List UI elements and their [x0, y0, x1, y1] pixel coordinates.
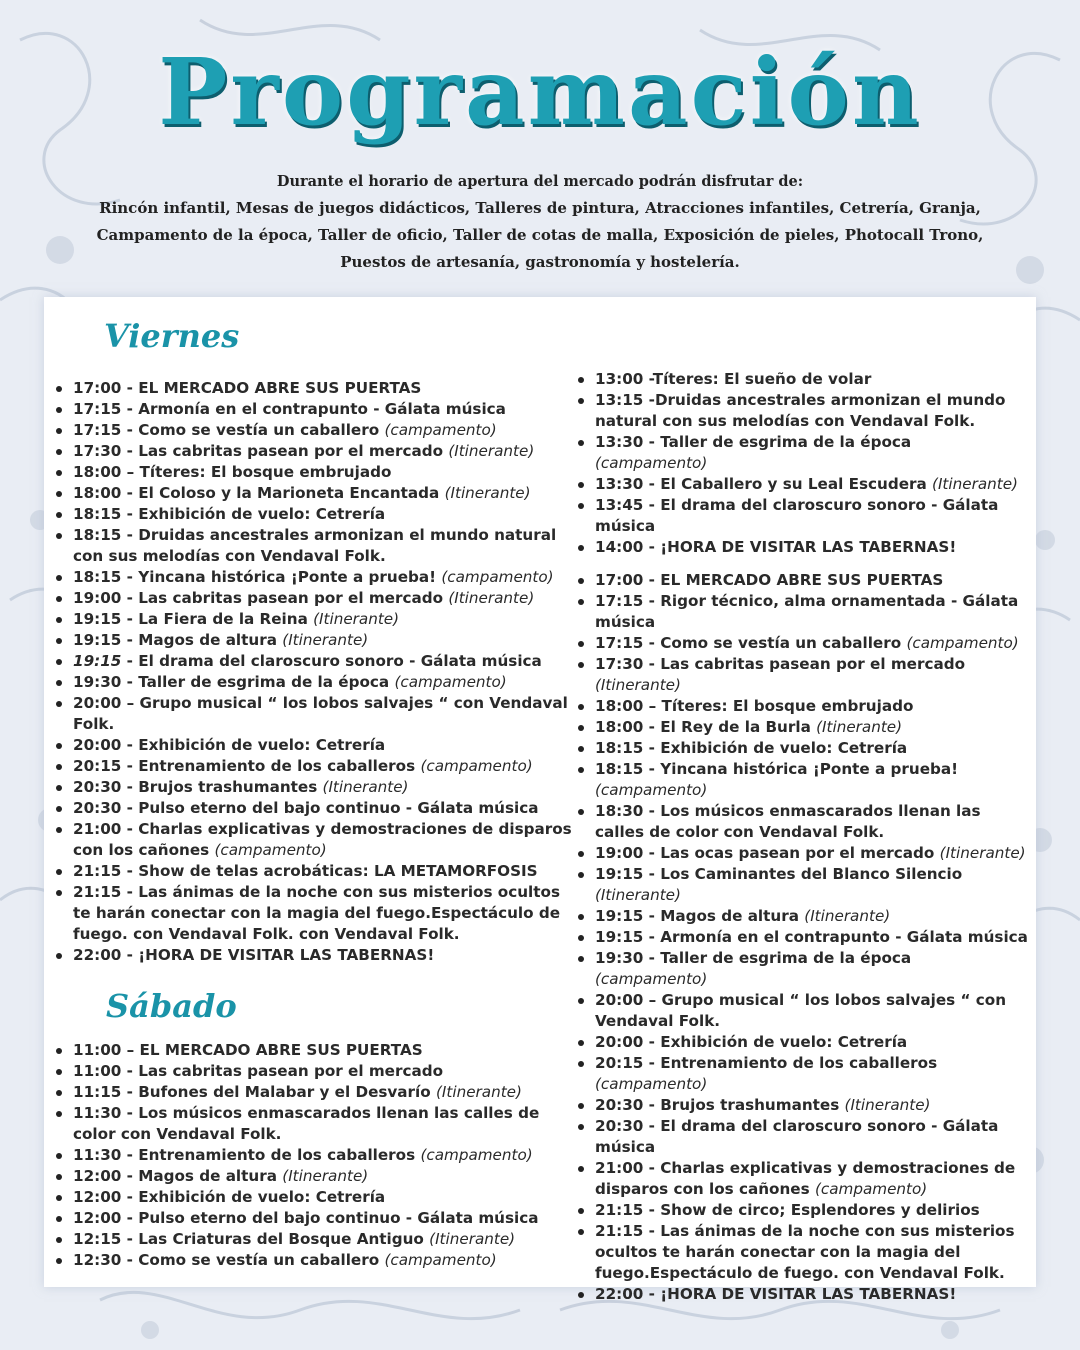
- event-time: 21:15: [73, 883, 122, 901]
- event-note: (campamento): [595, 781, 708, 799]
- event-item: 19:00 - Las ocas pasean por el mercado (Itinerante): [576, 843, 1028, 864]
- event-title: Entrenamiento de los caballeros: [660, 1054, 938, 1072]
- event-time: 18:15: [595, 739, 644, 757]
- event-time: 19:15: [73, 631, 122, 649]
- event-note: (Itinerante): [313, 610, 400, 628]
- heading-sabado: Sábado: [106, 987, 237, 1025]
- event-time: 21:00: [73, 820, 122, 838]
- event-time: 18:15: [595, 760, 644, 778]
- event-time: 19:00: [73, 589, 122, 607]
- event-title: El drama del claroscuro sonoro - Gálata música: [595, 1117, 999, 1156]
- event-note: (campamento): [906, 634, 1019, 652]
- event-item: 17:15 - Armonía en el contrapunto - Gálata música: [54, 399, 574, 420]
- event-title: Druidas ancestrales armonizan el mundo natural con sus melodías con Vendaval Folk.: [595, 391, 1006, 430]
- event-note: (Itinerante): [448, 442, 535, 460]
- event-item: 18:00 - El Coloso y la Marioneta Encantada (Itinerante): [54, 483, 574, 504]
- event-time: 17:15: [595, 634, 644, 652]
- event-note: (Itinerante): [282, 1167, 369, 1185]
- event-title: Magos de altura: [138, 631, 277, 649]
- event-time: 19:30: [595, 949, 644, 967]
- event-time: 19:30: [73, 673, 122, 691]
- event-title: Como se vestía un caballero: [138, 1251, 380, 1269]
- event-title: ¡HORA DE VISITAR LAS TABERNAS!: [138, 946, 435, 964]
- event-item: 19:30 - Taller de esgrima de la época (campamento): [576, 948, 1028, 990]
- event-title: Los Caminantes del Blanco Silencio: [660, 865, 963, 883]
- event-title: Exhibición de vuelo: Cetrería: [660, 739, 908, 757]
- event-item: 17:15 - Como se vestía un caballero (campamento): [576, 633, 1028, 654]
- event-title: Las ánimas de la noche con sus misterios ocultos te harán conectar con la magia del fuego.Espectáculo de fuego. con Vendaval Folk.: [595, 1222, 1015, 1282]
- event-time: 13:30: [595, 433, 644, 451]
- event-title: EL MERCADO ABRE SUS PUERTAS: [139, 1041, 423, 1059]
- event-item: 17:30 - Las cabritas pasean por el mercado (Itinerante): [576, 654, 1028, 696]
- event-title: Como se vestía un caballero: [660, 634, 902, 652]
- event-item: 12:15 - Las Criaturas del Bosque Antiguo (Itinerante): [54, 1229, 574, 1250]
- event-time: 22:00: [73, 946, 122, 964]
- event-title: ¡HORA DE VISITAR LAS TABERNAS!: [660, 538, 957, 556]
- event-item: 18:00 – Títeres: El bosque embrujado: [54, 462, 574, 483]
- event-title: Taller de esgrima de la época: [138, 673, 390, 691]
- intro-line-1: Rincón infantil, Mesas de juegos didácticos, Talleres de pintura, Atracciones infantiles, Cetrería, Granja,: [99, 199, 981, 217]
- intro-block: [30, 168, 1050, 276]
- event-title: Taller de esgrima de la época: [660, 433, 912, 451]
- event-title: El Rey de la Burla: [660, 718, 811, 736]
- event-title: Rigor técnico, alma ornamentada - Gálata música: [595, 592, 1019, 631]
- event-title: Los músicos enmascarados llenan las calles de color con Vendaval Folk.: [73, 1104, 540, 1143]
- event-item: 12:00 - Exhibición de vuelo: Cetrería: [54, 1187, 574, 1208]
- event-title: Magos de altura: [660, 907, 799, 925]
- event-title: Títeres: El bosque embrujado: [139, 463, 392, 481]
- event-time: 17:30: [73, 442, 122, 460]
- event-note: (Itinerante): [444, 484, 531, 502]
- event-time: 21:00: [595, 1159, 644, 1177]
- event-title: Grupo musical “ los lobos salvajes “ con Vendaval Folk.: [73, 694, 568, 733]
- event-time: 19:15: [595, 907, 644, 925]
- event-time: 19:15: [595, 865, 644, 883]
- event-time: 11:00: [73, 1062, 122, 1080]
- event-time: 12:15: [73, 1230, 122, 1248]
- event-note: (Itinerante): [816, 718, 903, 736]
- event-item: 11:00 – EL MERCADO ABRE SUS PUERTAS: [54, 1040, 574, 1061]
- intro-lead: Durante el horario de apertura del mercado podrán disfrutar de:: [276, 173, 804, 190]
- event-time: 20:30: [73, 799, 122, 817]
- event-note: (Itinerante): [844, 1096, 931, 1114]
- event-time: 12:00: [73, 1167, 122, 1185]
- event-title: Exhibición de vuelo: Cetrería: [138, 1188, 386, 1206]
- event-time: 20:00: [73, 694, 122, 712]
- event-item: 13:45 - El drama del claroscuro sonoro - Gálata música: [576, 495, 1028, 537]
- event-title: Las ocas pasean por el mercado: [660, 844, 935, 862]
- event-title: Brujos trashumantes: [660, 1096, 840, 1114]
- event-item: 21:00 - Charlas explicativas y demostraciones de disparos con los cañones (campamento): [576, 1158, 1028, 1200]
- event-note: (campamento): [595, 454, 708, 472]
- event-time: 12:00: [73, 1188, 122, 1206]
- viernes-event-list: [54, 378, 574, 966]
- event-note: (Itinerante): [939, 844, 1026, 862]
- event-item: 13:15 -Druidas ancestrales armonizan el mundo natural con sus melodías con Vendaval Folk.: [576, 390, 1028, 432]
- event-item: 17:30 - Las cabritas pasean por el mercado (Itinerante): [54, 441, 574, 462]
- event-title: Pulso eterno del bajo continuo - Gálata música: [138, 1209, 539, 1227]
- event-title: Show de telas acrobáticas: LA METAMORFOSIS: [138, 862, 538, 880]
- event-item: 21:15 - Las ánimas de la noche con sus misterios ocultos te harán conectar con la magia del fuego.Espectáculo de fuego. con Vendaval Folk. con Vendaval Folk.: [54, 882, 574, 945]
- event-time: 17:00: [73, 379, 122, 397]
- event-note: (Itinerante): [436, 1083, 522, 1101]
- event-title: Show de circo; Esplendores y delirios: [660, 1201, 980, 1219]
- event-note: (campamento): [420, 757, 533, 775]
- event-time: 20:00: [595, 991, 644, 1009]
- event-item: 18:15 - Exhibición de vuelo: Cetrería: [576, 738, 1028, 759]
- event-item: 18:30 - Los músicos enmascarados llenan las calles de color con Vendaval Folk.: [576, 801, 1028, 843]
- event-item: 17:15 - Rigor técnico, alma ornamentada - Gálata música: [576, 591, 1028, 633]
- event-item: 19:15 - Armonía en el contrapunto - Gálata música: [576, 927, 1028, 948]
- event-time: 18:15: [73, 568, 122, 586]
- event-item: 13:30 - Taller de esgrima de la época (campamento): [576, 432, 1028, 474]
- event-time: 17:15: [73, 400, 122, 418]
- event-item: 18:00 – Títeres: El bosque embrujado: [576, 696, 1028, 717]
- event-title: El drama del claroscuro sonoro - Gálata música: [138, 652, 542, 670]
- event-item: 20:00 - Exhibición de vuelo: Cetrería: [576, 1032, 1028, 1053]
- event-time: 18:00: [73, 463, 122, 481]
- heading-viernes: Viernes: [104, 317, 240, 355]
- event-title: Pulso eterno del bajo continuo - Gálata música: [138, 799, 539, 817]
- event-title: Como se vestía un caballero: [138, 421, 380, 439]
- event-note: (Itinerante): [804, 907, 891, 925]
- event-item: 19:15 - Magos de altura (Itinerante): [576, 906, 1028, 927]
- event-item: 19:15 - El drama del claroscuro sonoro - Gálata música: [54, 651, 574, 672]
- event-note: (campamento): [595, 970, 708, 988]
- event-time: 11:15: [73, 1083, 122, 1101]
- event-note: (campamento): [384, 1251, 497, 1269]
- event-item: 18:15 - Yincana histórica ¡Ponte a prueba! (campamento): [576, 759, 1028, 801]
- event-item: 20:15 - Entrenamiento de los caballeros (campamento): [576, 1053, 1028, 1095]
- event-time: 13:30: [595, 475, 644, 493]
- right-column-event-list: [576, 369, 1028, 1305]
- event-note: (Itinerante): [448, 589, 535, 607]
- event-item: 20:00 - Exhibición de vuelo: Cetrería: [54, 735, 574, 756]
- event-item: 17:00 - EL MERCADO ABRE SUS PUERTAS: [54, 378, 574, 399]
- event-title: Yincana histórica ¡Ponte a prueba!: [138, 568, 437, 586]
- event-title: Yincana histórica ¡Ponte a prueba!: [660, 760, 959, 778]
- event-time: 19:15: [595, 928, 644, 946]
- intro-line-3: Puestos de artesanía, gastronomía y hostelería.: [340, 253, 740, 271]
- event-item: 11:30 - Entrenamiento de los caballeros (campamento): [54, 1145, 574, 1166]
- event-note: (campamento): [441, 568, 554, 586]
- event-title: Entrenamiento de los caballeros: [138, 1146, 416, 1164]
- event-time: 13:00: [595, 370, 644, 388]
- event-title: EL MERCADO ABRE SUS PUERTAS: [138, 379, 422, 397]
- event-title: Exhibición de vuelo: Cetrería: [660, 1033, 908, 1051]
- event-title: Armonía en el contrapunto - Gálata música: [660, 928, 1028, 946]
- event-title: Armonía en el contrapunto - Gálata música: [138, 400, 506, 418]
- schedule-card: [44, 297, 1036, 1303]
- event-time: 19:15: [73, 610, 122, 628]
- event-title: Exhibición de vuelo: Cetrería: [138, 505, 386, 523]
- event-title: Títeres: El sueño de volar: [652, 370, 872, 388]
- event-title: Bufones del Malabar y el Desvarío: [138, 1083, 431, 1101]
- event-time: 11:30: [73, 1146, 122, 1164]
- event-time: 19:15: [73, 652, 122, 670]
- event-time: 17:30: [595, 655, 644, 673]
- event-time: 14:00: [595, 538, 644, 556]
- event-title: Las cabritas pasean por el mercado: [660, 655, 966, 673]
- event-time: 18:00: [595, 718, 644, 736]
- event-time: 12:00: [73, 1209, 122, 1227]
- event-note: (campamento): [214, 841, 327, 859]
- event-item: 18:00 - El Rey de la Burla (Itinerante): [576, 717, 1028, 738]
- event-title: La Fiera de la Reina: [138, 610, 308, 628]
- event-item: 11:00 - Las cabritas pasean por el mercado: [54, 1061, 574, 1082]
- event-item: 17:00 - EL MERCADO ABRE SUS PUERTAS: [576, 570, 1028, 591]
- event-note: (campamento): [394, 673, 507, 691]
- event-title: Las Criaturas del Bosque Antiguo: [138, 1230, 424, 1248]
- event-time: 18:15: [73, 526, 122, 544]
- event-title: EL MERCADO ABRE SUS PUERTAS: [660, 571, 944, 589]
- event-note: (campamento): [595, 1075, 708, 1093]
- event-item: 14:00 - ¡HORA DE VISITAR LAS TABERNAS!: [576, 537, 1028, 558]
- event-title: Grupo musical “ los lobos salvajes “ con Vendaval Folk.: [595, 991, 1007, 1030]
- event-item: 22:00 - ¡HORA DE VISITAR LAS TABERNAS!: [54, 945, 574, 966]
- event-title: Títeres: El bosque embrujado: [661, 697, 914, 715]
- sabado-event-list: [54, 1040, 574, 1271]
- event-item: 20:30 - Brujos trashumantes (Itinerante): [54, 777, 574, 798]
- event-time: 18:00: [73, 484, 122, 502]
- event-time: 11:00: [73, 1041, 122, 1059]
- event-item: 20:00 – Grupo musical “ los lobos salvajes “ con Vendaval Folk.: [576, 990, 1028, 1032]
- event-note: (Itinerante): [322, 778, 409, 796]
- event-time: 17:15: [73, 421, 122, 439]
- event-item: 20:30 - El drama del claroscuro sonoro - Gálata música: [576, 1116, 1028, 1158]
- event-title: Entrenamiento de los caballeros: [138, 757, 416, 775]
- event-note: (Itinerante): [595, 676, 681, 694]
- event-title: ¡HORA DE VISITAR LAS TABERNAS!: [660, 1285, 957, 1303]
- event-title: Las cabritas pasean por el mercado: [138, 442, 444, 460]
- event-note: (campamento): [384, 421, 497, 439]
- event-title: Magos de altura: [138, 1167, 277, 1185]
- event-item: 20:30 - Pulso eterno del bajo continuo - Gálata música: [54, 798, 574, 819]
- event-time: 11:30: [73, 1104, 122, 1122]
- event-item: 20:15 - Entrenamiento de los caballeros (campamento): [54, 756, 574, 777]
- event-time: 20:15: [595, 1054, 644, 1072]
- event-time: 18:15: [73, 505, 122, 523]
- event-item: 22:00 - ¡HORA DE VISITAR LAS TABERNAS!: [576, 1284, 1028, 1305]
- event-time: 13:15: [595, 391, 644, 409]
- event-time: 21:15: [595, 1222, 644, 1240]
- event-item: 21:00 - Charlas explicativas y demostraciones de disparos con los cañones (campamento): [54, 819, 574, 861]
- event-time: 20:30: [73, 778, 122, 796]
- event-item: 20:30 - Brujos trashumantes (Itinerante): [576, 1095, 1028, 1116]
- event-time: 18:00: [595, 697, 644, 715]
- event-time: 17:15: [595, 592, 644, 610]
- event-note: (Itinerante): [282, 631, 369, 649]
- event-item: 21:15 - Show de telas acrobáticas: LA METAMORFOSIS: [54, 861, 574, 882]
- event-time: 17:00: [595, 571, 644, 589]
- event-item: 12:00 - Magos de altura (Itinerante): [54, 1166, 574, 1187]
- event-title: Brujos trashumantes: [138, 778, 318, 796]
- event-title: Las cabritas pasean por el mercado: [138, 589, 444, 607]
- event-item: 17:15 - Como se vestía un caballero (campamento): [54, 420, 574, 441]
- event-note: (Itinerante): [595, 886, 681, 904]
- event-title: Las cabritas pasean por el mercado: [138, 1062, 444, 1080]
- event-item: 12:30 - Como se vestía un caballero (campamento): [54, 1250, 574, 1271]
- event-title: Druidas ancestrales armonizan el mundo natural con sus melodías con Vendaval Folk.: [73, 526, 557, 565]
- event-item: 13:30 - El Caballero y su Leal Escudera (Itinerante): [576, 474, 1028, 495]
- event-item: 21:15 - Show de circo; Esplendores y delirios: [576, 1200, 1028, 1221]
- event-item: 13:00 -Títeres: El sueño de volar: [576, 369, 1028, 390]
- event-time: 19:00: [595, 844, 644, 862]
- event-item: 18:15 - Exhibición de vuelo: Cetrería: [54, 504, 574, 525]
- event-time: 20:30: [595, 1096, 644, 1114]
- event-item: 21:15 - Las ánimas de la noche con sus misterios ocultos te harán conectar con la magia del fuego.Espectáculo de fuego. con Vendaval Folk.: [576, 1221, 1028, 1284]
- event-item: 19:30 - Taller de esgrima de la época (campamento): [54, 672, 574, 693]
- event-title: Las ánimas de la noche con sus misterios ocultos te harán conectar con la magia del fuego.Espectáculo de fuego. con Vendaval Folk. con Vendaval Folk.: [73, 883, 561, 943]
- event-item: 18:15 - Druidas ancestrales armonizan el mundo natural con sus melodías con Vendaval Folk.: [54, 525, 574, 567]
- event-time: 21:15: [73, 862, 122, 880]
- page-title: Programación: [158, 38, 922, 146]
- event-item: 18:15 - Yincana histórica ¡Ponte a prueba! (campamento): [54, 567, 574, 588]
- intro-line-2: Campamento de la época, Taller de oficio, Taller de cotas de malla, Exposición de pieles, Photocall Trono,: [96, 226, 984, 244]
- event-item: 11:15 - Bufones del Malabar y el Desvarío (Itinerante): [54, 1082, 574, 1103]
- event-title: El drama del claroscuro sonoro - Gálata música: [595, 496, 999, 535]
- event-title: Charlas explicativas y demostraciones de disparos con los cañones: [595, 1159, 1016, 1198]
- event-title: Taller de esgrima de la época: [660, 949, 912, 967]
- event-time: 20:30: [595, 1117, 644, 1135]
- event-title: Los músicos enmascarados llenan las calles de color con Vendaval Folk.: [595, 802, 981, 841]
- event-time: 13:45: [595, 496, 644, 514]
- event-item: 19:15 - Magos de altura (Itinerante): [54, 630, 574, 651]
- event-note: (campamento): [420, 1146, 533, 1164]
- event-note: (campamento): [814, 1180, 928, 1198]
- event-item: 19:15 - Los Caminantes del Blanco Silencio (Itinerante): [576, 864, 1028, 906]
- event-title: Exhibición de vuelo: Cetrería: [138, 736, 386, 754]
- event-time: 18:30: [595, 802, 644, 820]
- event-item: 12:00 - Pulso eterno del bajo continuo - Gálata música: [54, 1208, 574, 1229]
- event-time: 12:30: [73, 1251, 122, 1269]
- event-title: El Caballero y su Leal Escudera: [660, 475, 927, 493]
- event-time: 21:15: [595, 1201, 644, 1219]
- event-time: 20:00: [73, 736, 122, 754]
- event-title: Charlas explicativas y demostraciones de disparos con los cañones: [73, 820, 572, 859]
- event-title: El Coloso y la Marioneta Encantada: [138, 484, 440, 502]
- event-item: 19:15 - La Fiera de la Reina (Itinerante): [54, 609, 574, 630]
- event-time: 20:15: [73, 757, 122, 775]
- event-item: 20:00 – Grupo musical “ los lobos salvajes “ con Vendaval Folk.: [54, 693, 574, 735]
- event-item: 11:30 - Los músicos enmascarados llenan las calles de color con Vendaval Folk.: [54, 1103, 574, 1145]
- event-note: (Itinerante): [429, 1230, 516, 1248]
- event-item: 19:00 - Las cabritas pasean por el mercado (Itinerante): [54, 588, 574, 609]
- event-time: 20:00: [595, 1033, 644, 1051]
- event-time: 22:00: [595, 1285, 644, 1303]
- event-note: (Itinerante): [932, 475, 1018, 493]
